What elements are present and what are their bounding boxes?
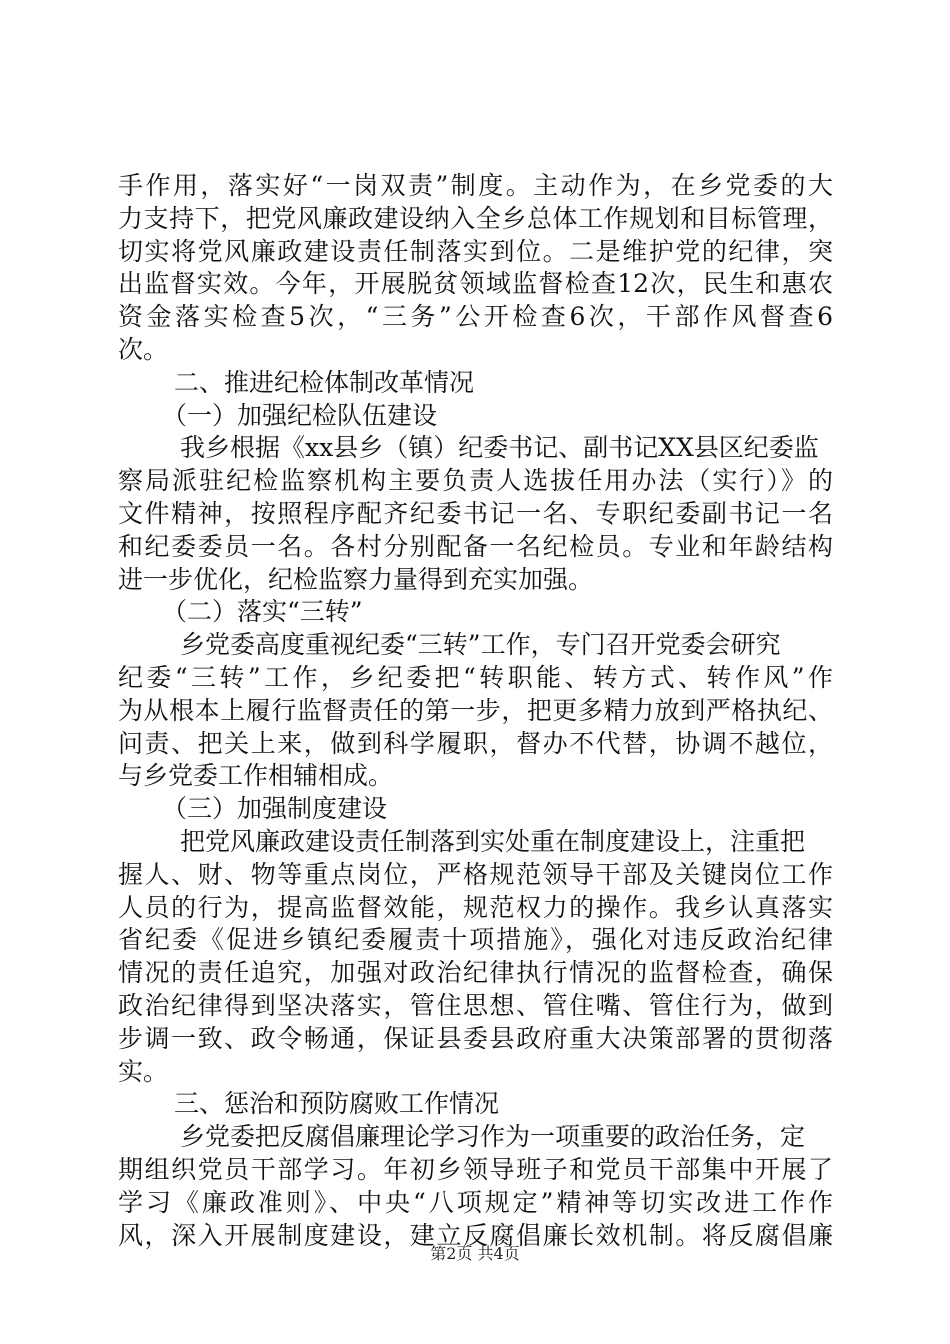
text-line: 乡党委把反腐倡廉理论学习作为一项重要的政治任务，定: [180, 1122, 806, 1152]
text-line: 省纪委《促进乡镇纪委履责十项措施》，强化对违反政治纪律: [118, 925, 833, 955]
text-line: 握人、财、物等重点岗位，严格规范领导干部及关键岗位工作: [118, 859, 833, 889]
text-line: 纪委“三转”工作，乡纪委把“转职能、转方式、转作风”作: [118, 662, 833, 692]
text-line: 情况的责任追究，加强对政治纪律执行情况的监督检查，确保: [118, 958, 833, 988]
text-line: 步调一致、政令畅通，保证县委县政府重大决策部署的贯彻落: [118, 1023, 833, 1053]
text-line: 手作用，落实好“一岗双责”制度。主动作为，在乡党委的大: [118, 171, 833, 200]
text-line: 与乡党委工作相辅相成。: [118, 761, 394, 791]
text-line: （二）落实“三转”: [162, 597, 363, 627]
text-line: 期组织党员干部学习。年初乡领导班子和党员干部集中开展了: [118, 1154, 833, 1184]
text-line: 力支持下，把党风廉政建设纳入全乡总体工作规划和目标管理，: [118, 203, 833, 233]
text-line: 切实将党风廉政建设责任制落实到位。二是维护党的纪律，突: [118, 236, 833, 266]
text-line: 学习《廉政准则》、中央“八项规定”精神等切实改进工作作: [118, 1187, 833, 1217]
text-line: 二、推进纪检体制改革情况: [174, 367, 475, 397]
text-line: 次。: [118, 334, 169, 364]
text-line: （三）加强制度建设: [162, 794, 388, 824]
text-line: 把党风廉政建设责任制落到实处重在制度建设上，注重把: [180, 826, 806, 856]
text-line: 为从根本上履行监督责任的第一步，把更多精力放到严格执纪、: [118, 695, 833, 725]
text-line: 文件精神，按照程序配齐纪委书记一名、专职纪委副书记一名: [118, 498, 833, 528]
text-line: 问责、把关上来，做到科学履职，督办不代替，协调不越位，: [118, 728, 833, 758]
text-line: 和纪委委员一名。各村分别配备一名纪检员。专业和年龄结构: [118, 531, 833, 561]
text-line: （一）加强纪检队伍建设: [162, 400, 438, 430]
text-line: 我乡根据《xx县乡（镇）纪委书记、副书记XX县区纪委监: [180, 433, 819, 463]
text-line: 政治纪律得到坚决落实，管住思想、管住嘴、管住行为，做到: [118, 990, 833, 1020]
text-line: 进一步优化，纪检监察力量得到充实加强。: [118, 564, 594, 594]
text-line: 察局派驻纪检监察机构主要负责人选拔任用办法（实行）》的: [118, 466, 833, 496]
text-line: 人员的行为，提高监督效能，规范权力的操作。我乡认真落实: [118, 892, 833, 922]
document-body: [118, 170, 833, 1252]
text-line: 出监督实效。今年，开展脱贫领域监督检查12次，民生和惠农: [118, 269, 833, 299]
text-line: 实。: [118, 1056, 169, 1086]
text-line: 资金落实检查5次，“三务”公开检查6次，干部作风督查6: [118, 302, 833, 332]
page-footer: 第2页 共4页: [430, 1244, 520, 1263]
text-line: 三、惩治和预防腐败工作情况: [174, 1089, 500, 1119]
text-line: 风，深入开展制度建设，建立反腐倡廉长效机制。将反腐倡廉: [118, 1220, 833, 1250]
text-line: 乡党委高度重视纪委“三转”工作，专门召开党委会研究: [180, 630, 781, 660]
